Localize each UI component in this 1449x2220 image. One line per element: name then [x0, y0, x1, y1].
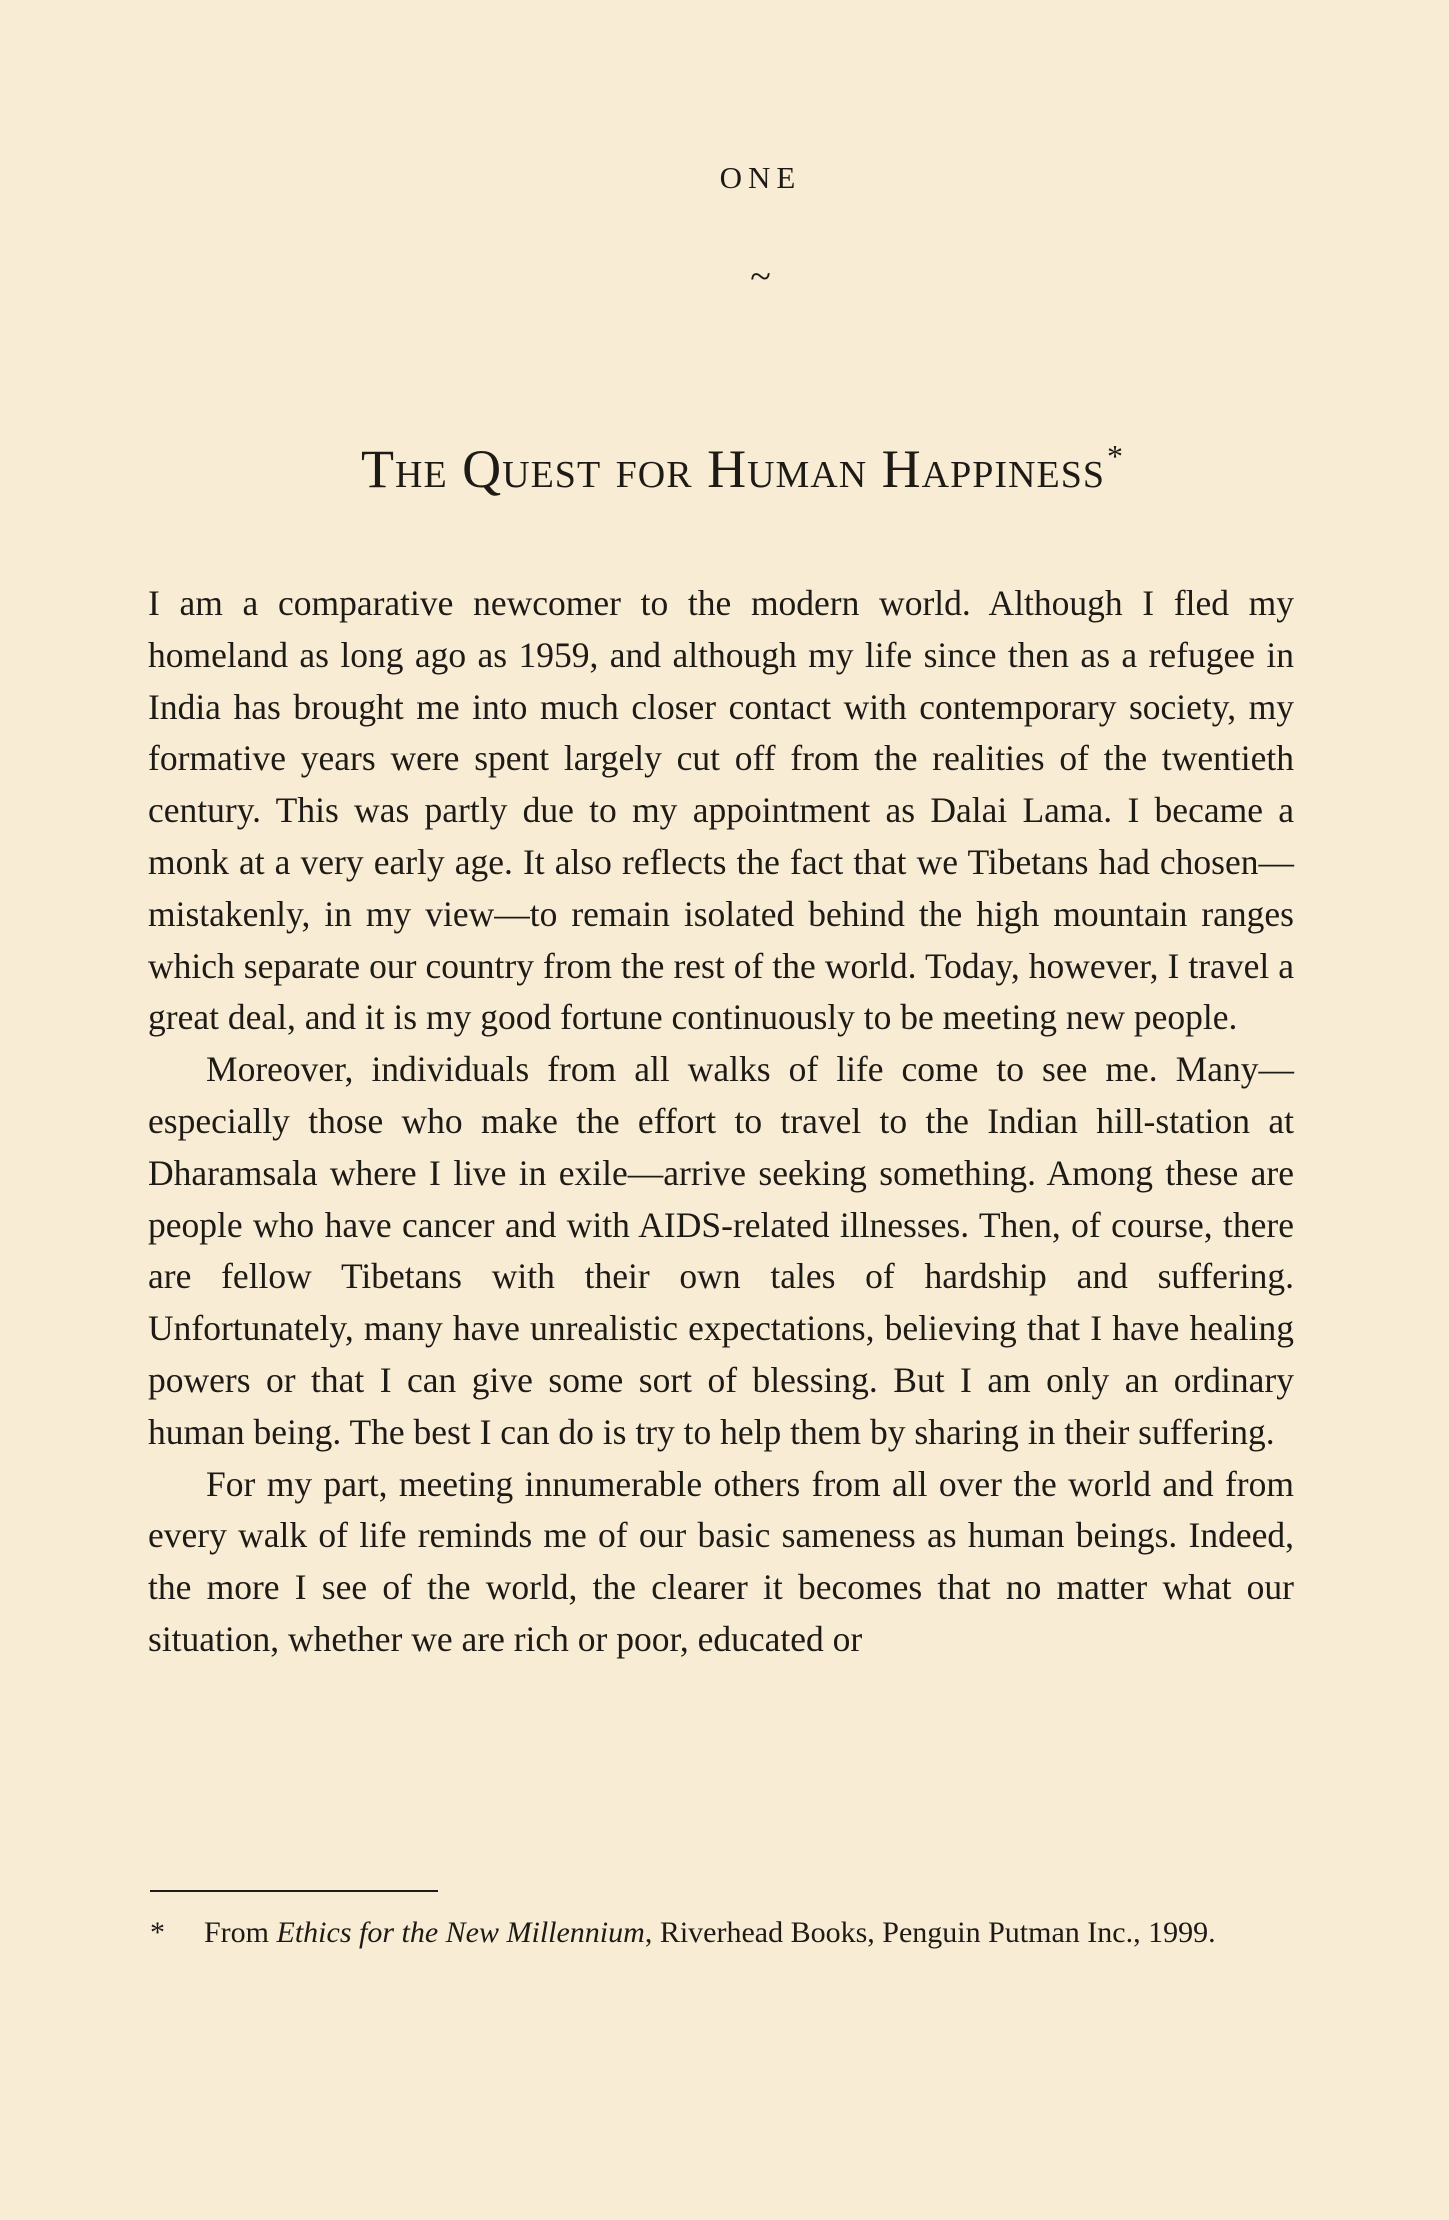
footnote-reference-marker: * — [1106, 438, 1124, 474]
footnote — [150, 1908, 1296, 1958]
footnote-suffix: , Riverhead Books, Penguin Putman Inc., 1999. — [644, 1916, 1216, 1949]
chapter-body — [148, 578, 1294, 1666]
paragraph-2: Moreover, individuals from all walks of life come to see me. Many—especially those who make the effort to travel to the Indian hill-station at Dharamsala where I live in exile—arrive seeking something. Among these are people who have cancer and with AIDS-related illnesses. Then, of course, there are fellow Tibetans with their own tales of hardship and suffering. Unfortunately, many have unrealistic expectations, believing that I have healing powers or that I can give some sort of blessing. But I am only an ordinary human being. The best I can do is try to help them by sharing in their suffering. — [148, 1049, 1294, 1452]
chapter-title — [18, 438, 1449, 500]
paragraph-1: I am a comparative newcomer to the modern world. Although I fled my homeland as long ago as 1959, and although my life since then as a refugee in India has brought me into much closer contact with contemporary society, my formative years were spent largely cut off from the realities of the twentieth century. This was partly due to my appointment as Dalai Lama. I became a monk at a very early age. It also reflects the fact that we Tibetans had chosen—mistakenly, in my view—to remain isolated behind the high mountain ranges which separate our country from the rest of the world. Today, however, I travel a great deal, and it is my good fortune continuously to be meeting new people. — [148, 583, 1294, 1038]
tilde-ornament: ~ — [750, 256, 771, 298]
paragraph-3: For my part, meeting innumerable others from all over the world and from every walk of life reminds me of our basic sameness as human beings. Indeed, the more I see of the world, the clearer it becomes that no matter what our situation, whether we are rich or poor, educated or — [148, 1463, 1294, 1659]
footnote-divider — [150, 1890, 438, 1892]
chapter-title-text: The Quest for Human Happiness — [361, 439, 1105, 499]
footnote-source-title: Ethics for the New Millennium — [276, 1916, 645, 1949]
footnote-text — [204, 1908, 1296, 1958]
footnote-marker: * — [150, 1916, 165, 1949]
chapter-number: ONE — [719, 160, 802, 195]
footnote-prefix: From — [204, 1916, 270, 1949]
